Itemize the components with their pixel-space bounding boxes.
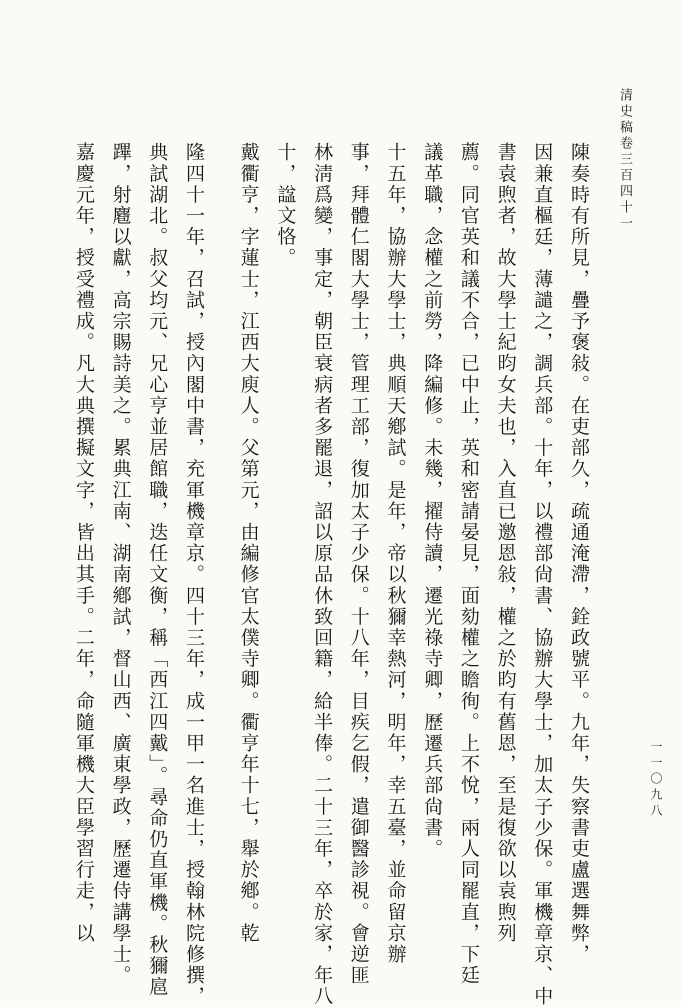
text-column: 隆四十一年，召試，授內閣中書，充軍機章京。四十三年，成一甲一名進士，授翰林院修撰， — [182, 142, 205, 1007]
running-header: 清史稿卷三百四十一 — [617, 88, 632, 232]
text-column: 議革職，念權之前勞，降編修。未幾，擢侍讀，遷光祿寺卿，歷遷兵部尙書。 — [421, 142, 444, 860]
text-column: 事，拜體仁閣大學士，管理工部，復加太子少保。十八年，目疾乞假，遣御醫診視。會逆匪 — [347, 142, 370, 986]
text-column: 因兼直樞廷，薄譴之，調兵部。十年，以禮部尙書、協辦大學士，加太子少保。軍機章京、中 — [531, 142, 554, 1007]
text-column: 蹕，射麅以獻，高宗賜詩美之。累典江南、湖南鄕試，督山西、廣東學政，歷遷侍講學士。 — [109, 142, 132, 986]
text-column: 林淸爲變，事定，朝臣衰病者多罷退，詔以原品休致回籍，給半俸。二十三年，卒於家，年八 — [311, 142, 334, 1007]
text-column: 十五年，協辦大學士，典順天鄕試。是年，帝以秋獮幸熱河，明年，幸五臺，並命留京辦 — [384, 142, 407, 965]
text-column: 嘉慶元年，授受禮成。凡大典撰擬文字，皆出其手。二年，命隨軍機大臣學習行走，以 — [72, 142, 95, 944]
page-number: 一一〇九八 — [649, 740, 663, 820]
text-column: 典試湖北。叔父均元、兄心亨並居館職，迭任文衡，稱「西江四戴」。尋命仍直軍機。秋獮扈 — [146, 142, 169, 998]
text-column: 戴衢亨，字蓮士，江西大庾人。父第元，由編修官太僕寺卿。衢亨年十七，舉於鄕。乾 — [237, 142, 260, 944]
body-text — [72, 142, 597, 1007]
text-column: 陳奏時有所見，疊予褒敍。在吏部久，疏通淹滯，銓政號平。九年，失察書吏盧選舞弊， — [568, 142, 590, 965]
text-column: 書袁煦者，故大學士紀昀女夫也，入直已邀恩敍，權之於昀有舊恩，至是復欲以袁煦列 — [494, 142, 517, 944]
text-column: 十，諡文恪。 — [274, 142, 297, 269]
text-column: 薦。同官英和議不合，已中止，英和密請晏見，面劾權之瞻徇。上不悅，兩人同罷直，下廷 — [457, 142, 480, 986]
